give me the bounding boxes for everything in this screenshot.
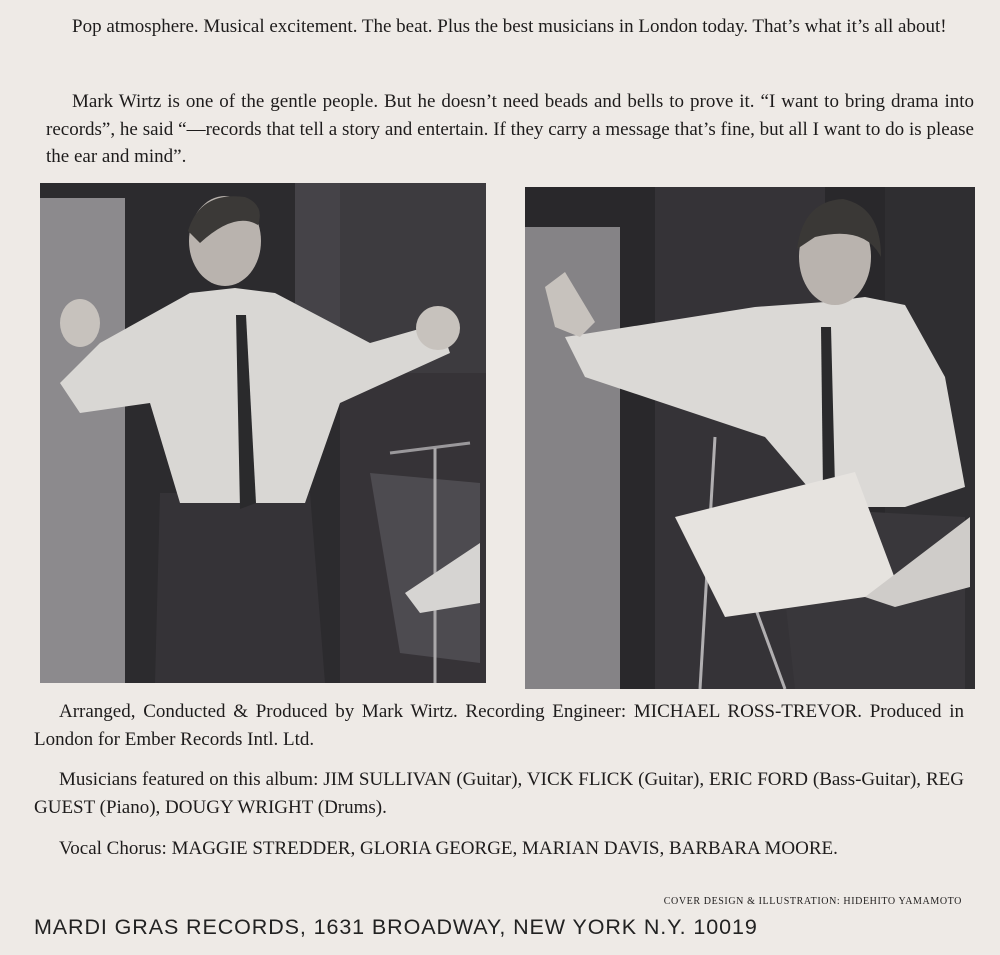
vocal-chorus-credits: Vocal Chorus: MAGGIE STREDDER, GLORIA GEORGE, MARIAN DAVIS, BARBARA MOORE. [59,838,838,859]
photo-conductor-right [525,187,975,689]
conductor-left-illustration [40,183,486,683]
musicians-credits: Musicians featured on this album: JIM SULLIVAN (Guitar), VICK FLICK (Guitar), ERIC FORD (Bass-Guitar), REG GUEST (Piano), DOUGY WRIGHT (Drums). [34,769,964,818]
quote-paragraph: Mark Wirtz is one of the gentle people. But he doesn’t need beads and bells to prove it. “I want to bring drama into records”, he said “—records that tell a story and entertain. If they carry a message that’s fine, but all I want to do is please the ear and mind”. [46,91,974,167]
record-label-address: MARDI GRAS RECORDS, 1631 BROADWAY, NEW YORK N.Y. 10019 [34,915,758,939]
intro-paragraph: Pop atmosphere. Musical excitement. The beat. Plus the best musicians in London today. That’s what it’s all about! [72,16,947,37]
conductor-right-illustration [525,187,975,689]
photo-conductor-left [40,183,486,683]
production-credits: Arranged, Conducted & Produced by Mark Wirtz. Recording Engineer: MICHAEL ROSS-TREVOR. Produced in London for Ember Records Intl. Ltd. [34,701,964,750]
cover-design-credit: COVER DESIGN & ILLUSTRATION: HIDEHITO YAMAMOTO [663,896,962,907]
